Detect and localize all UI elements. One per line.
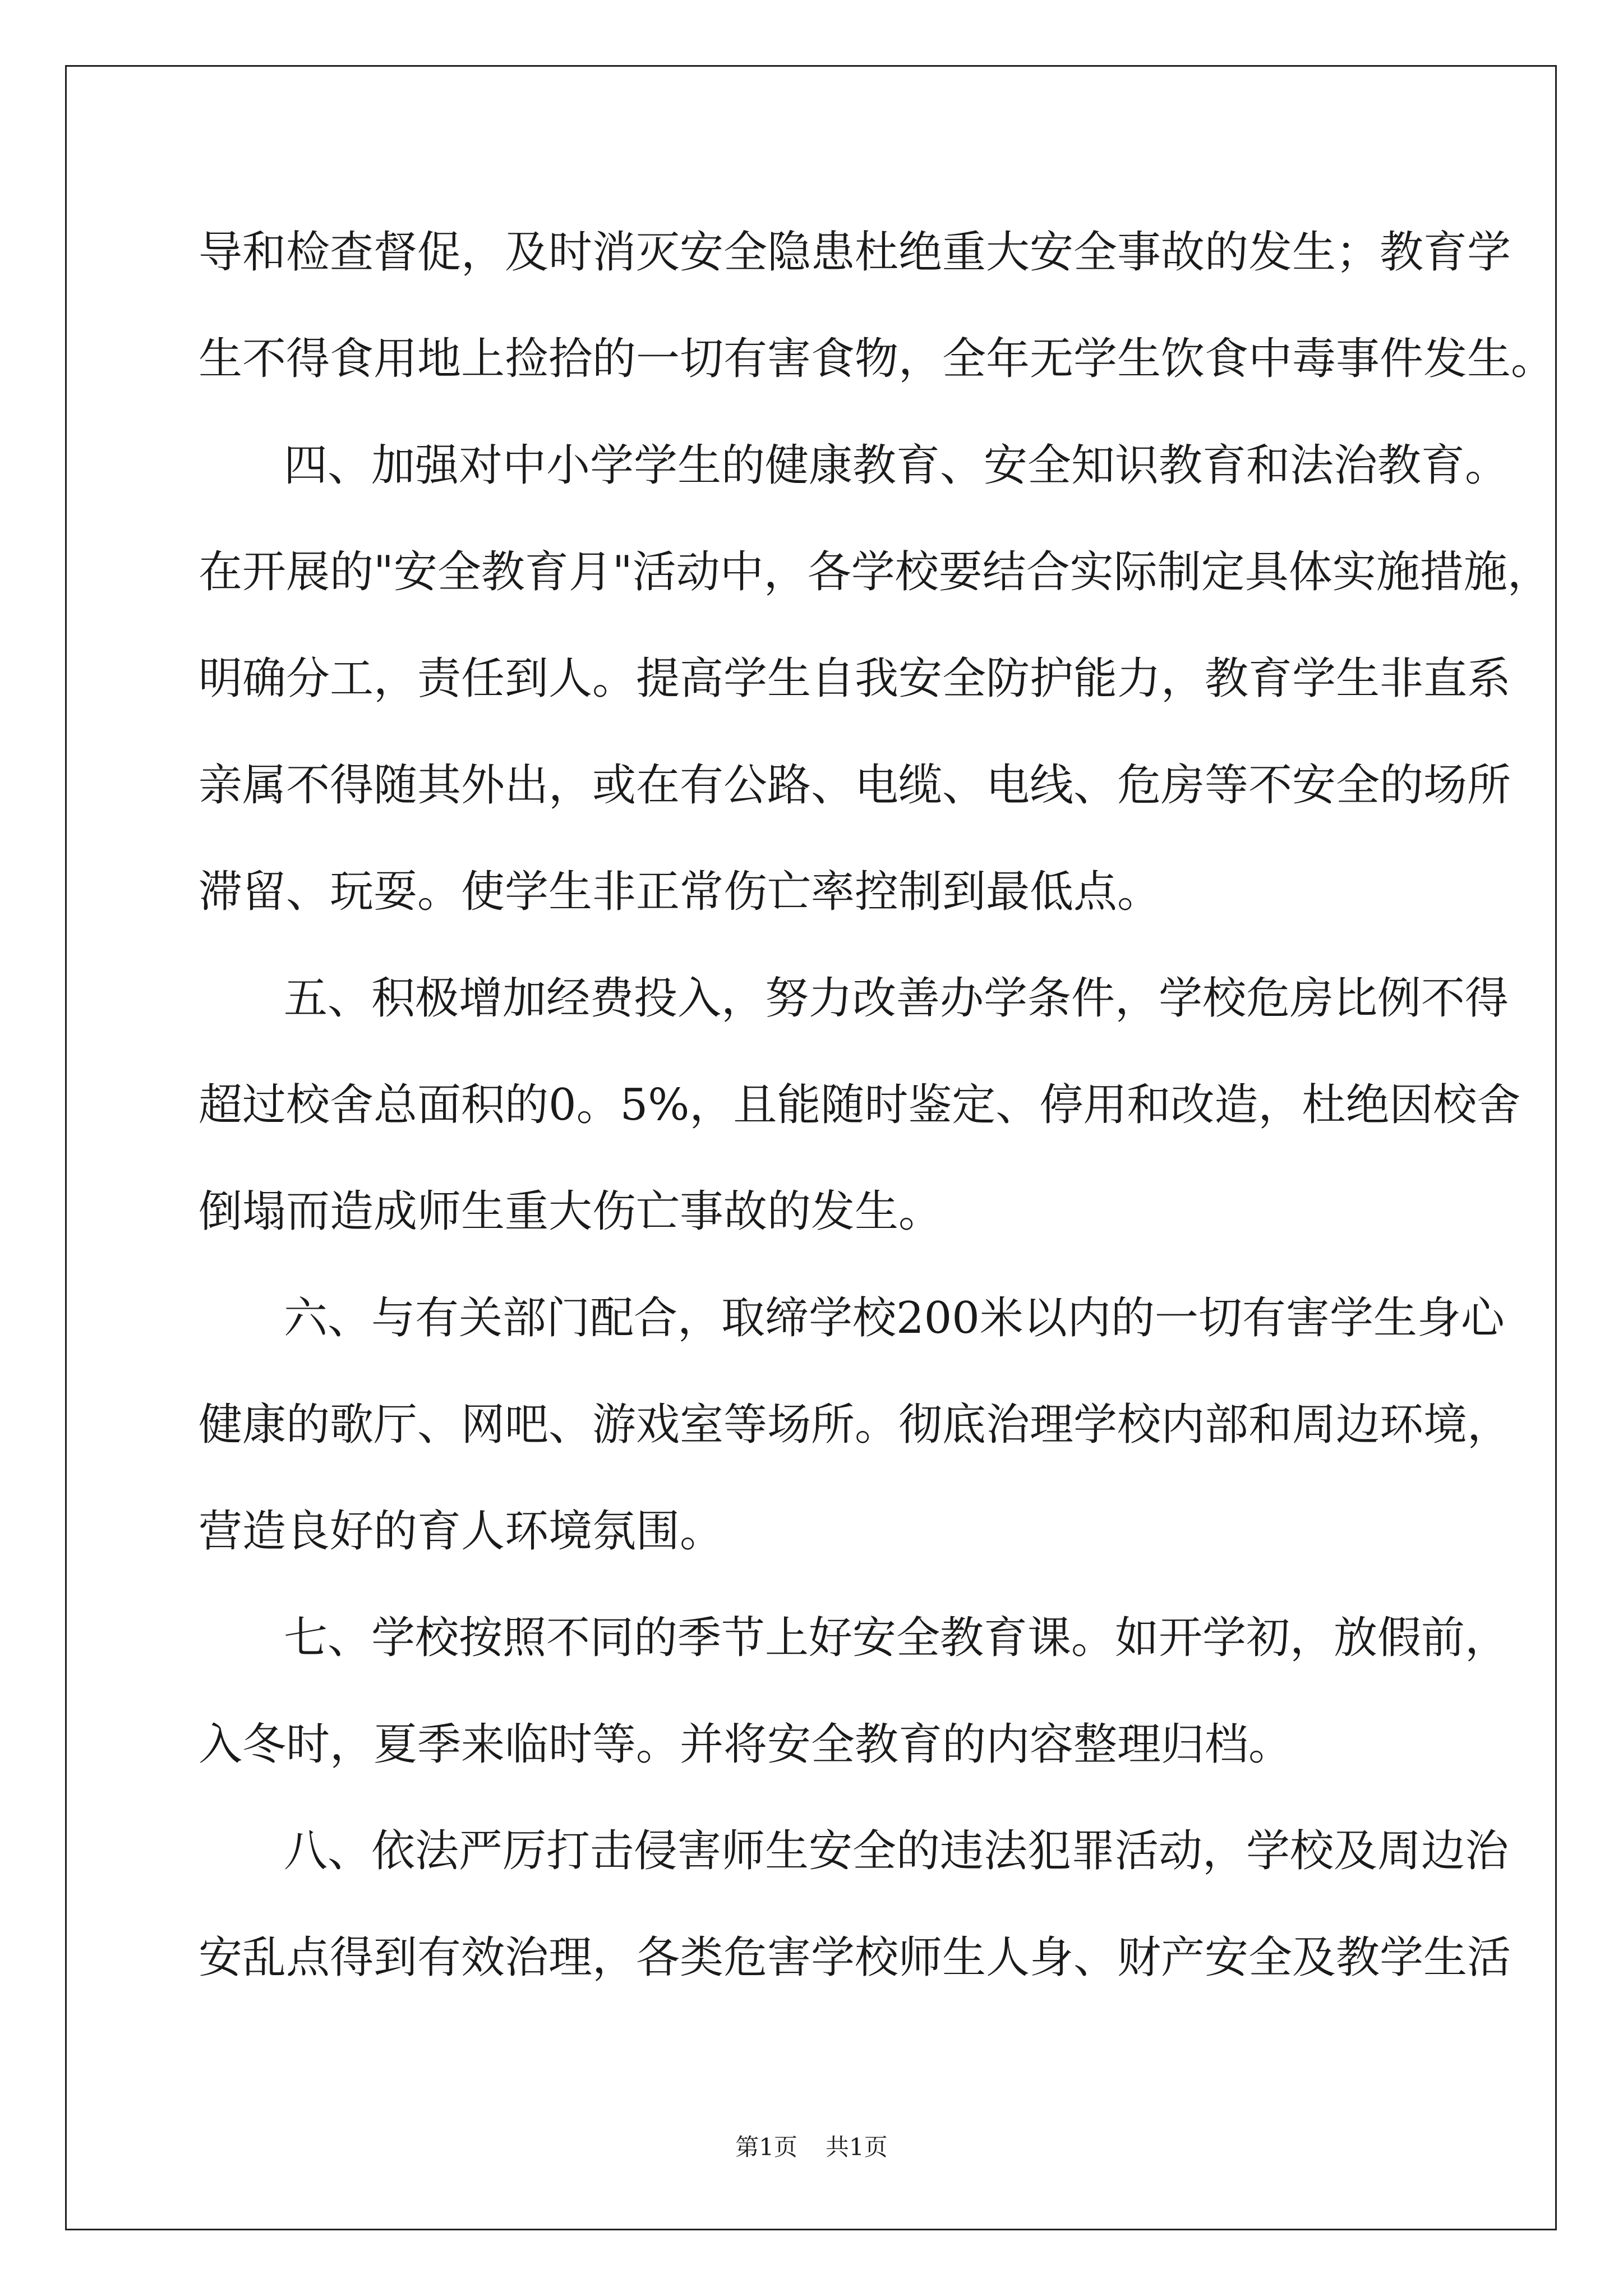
paragraph-start-line: 五、积极增加经费投入，努力改善办学条件，学校危房比例不得 (284, 973, 1509, 1024)
page-number: 第1页 (735, 2133, 797, 2161)
text-line: 生不得食用地上捡拾的一切有害食物，全年无学生饮食中毒事件发生。 (199, 334, 1555, 384)
text-line: 健康的歌厅、网吧、游戏室等场所。彻底治理学校内部和周边环境， (199, 1400, 1511, 1450)
text-line: 倒塌而造成师生重大伤亡事故的发生。 (199, 1186, 943, 1237)
page-footer (0, 2131, 1623, 2164)
text-line: 滞留、玩耍。使学生非正常伤亡率控制到最低点。 (199, 867, 1161, 917)
text-line: 超过校舍总面积的0。5%，且能随时鉴定、停用和改造，杜绝因校舍 (199, 1080, 1521, 1130)
paragraph-start-line: 七、学校按照不同的季节上好安全教育课。如开学初，放假前， (284, 1613, 1509, 1663)
text-line: 在开展的"安全教育月"活动中，各学校要结合实际制定具体实施措施， (199, 547, 1551, 597)
page-total: 共1页 (826, 2133, 888, 2161)
text-line: 入冬时，夏季来临时等。并将安全教育的内容整理归档。 (199, 1719, 1293, 1770)
text-line: 营造良好的育人环境氛围。 (199, 1506, 724, 1557)
text-line: 明确分工，责任到人。提高学生自我安全防护能力，教育学生非直系 (199, 654, 1511, 704)
text-line: 导和检查督促，及时消灭安全隐患杜绝重大安全事故的发生；教育学 (199, 227, 1511, 278)
text-line: 亲属不得随其外出，或在有公路、电缆、电线、危房等不安全的场所 (199, 760, 1511, 811)
text-line: 安乱点得到有效治理，各类危害学校师生人身、财产安全及教学生活 (199, 1932, 1511, 1983)
document-body (199, 213, 1555, 2025)
paragraph-start-line: 八、依法严厉打击侵害师生安全的违法犯罪活动，学校及周边治 (284, 1826, 1509, 1876)
paragraph-start-line: 六、与有关部门配合，取缔学校200米以内的一切有害学生身心 (284, 1293, 1505, 1343)
paragraph-start-line: 四、加强对中小学学生的健康教育、安全知识教育和法治教育。 (284, 440, 1509, 491)
